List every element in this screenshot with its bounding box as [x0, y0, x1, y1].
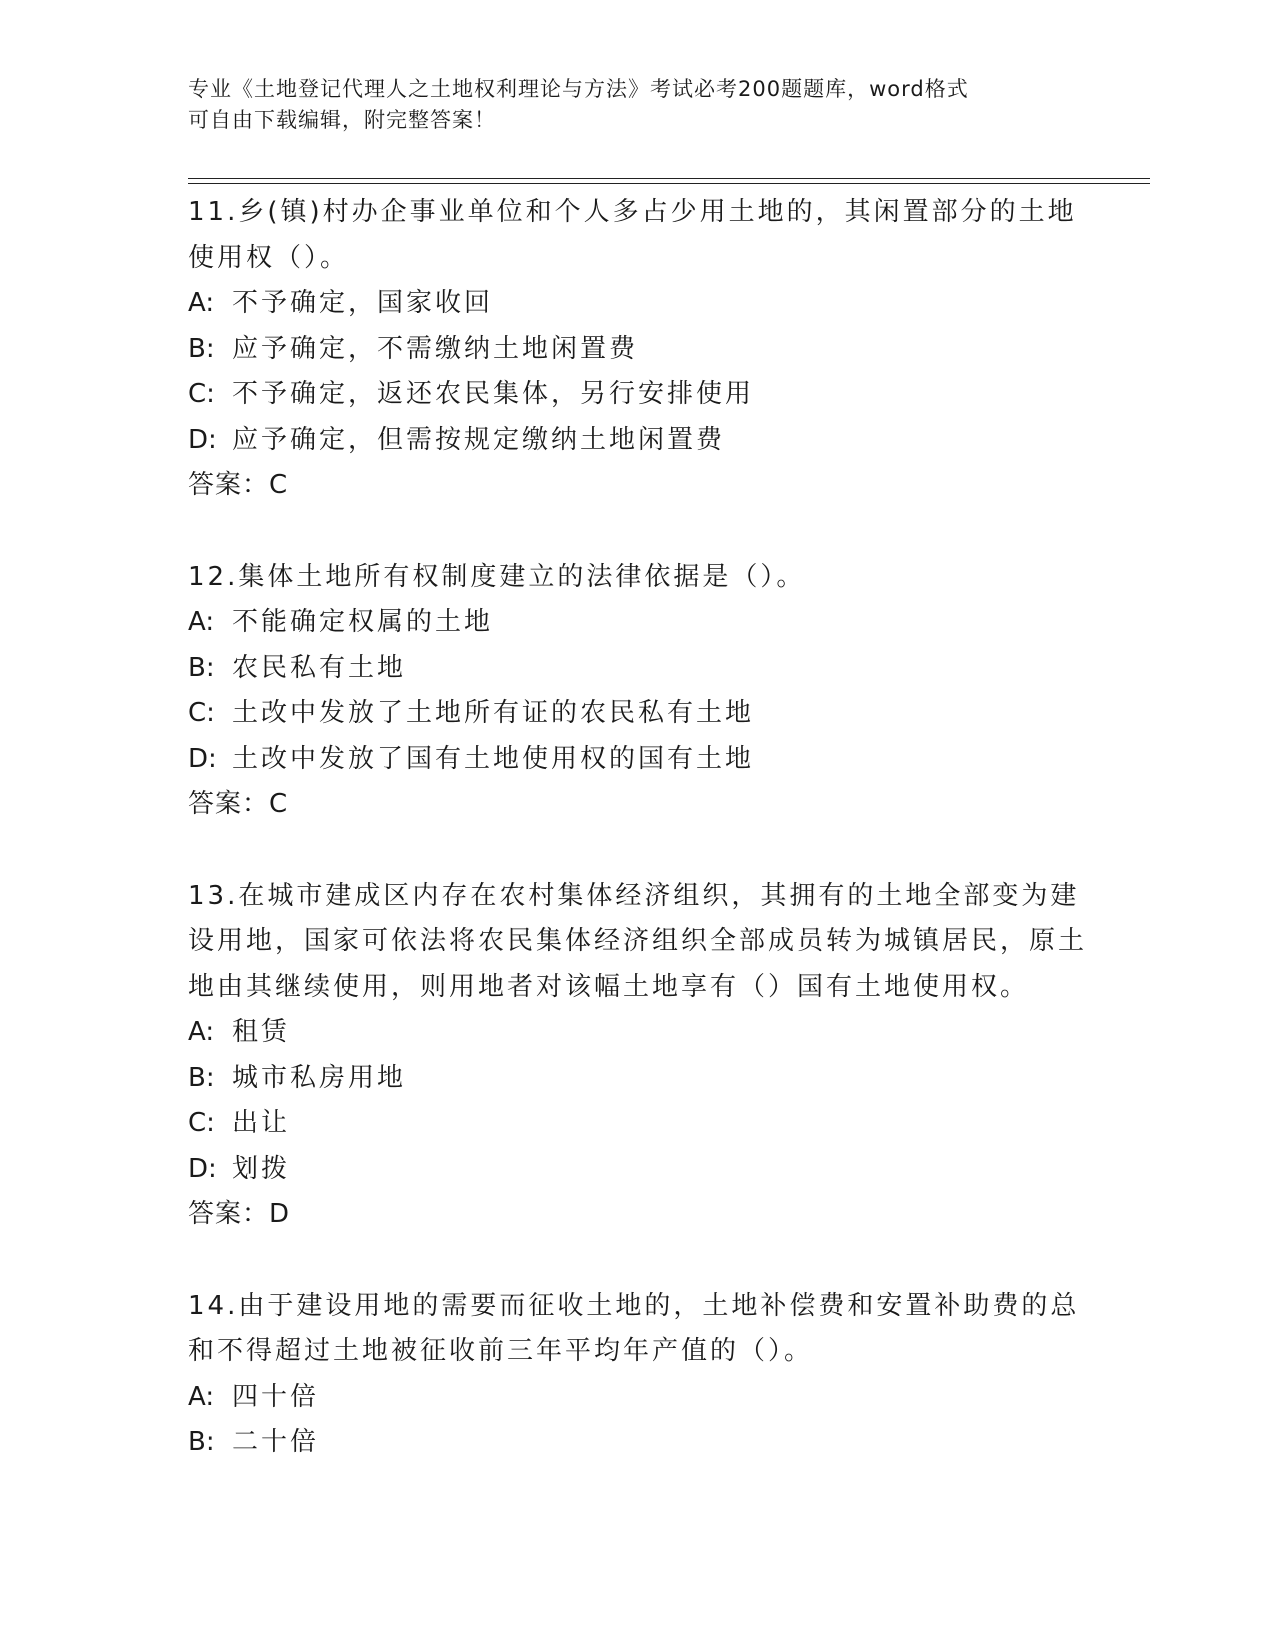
question-text: 14.由于建设用地的需要而征收土地的，土地补偿费和安置补助费的总和不得超过土地被征收前三年平均年产值的（）。	[188, 1290, 1080, 1366]
option-letter: B:	[188, 1062, 215, 1093]
option-text: 不予确定，国家收回	[232, 288, 494, 318]
answer-value: C	[269, 470, 289, 500]
option-b	[188, 1420, 1088, 1466]
question-14	[188, 1284, 1088, 1466]
option-text: 二十倍	[232, 1427, 320, 1457]
option-letter: A:	[188, 607, 215, 637]
answer-value: D	[269, 1199, 291, 1229]
option-d	[188, 737, 1088, 783]
option-text: 租赁	[232, 1017, 291, 1047]
option-c	[188, 372, 1088, 418]
document-header	[188, 74, 1068, 136]
header-divider-bottom	[188, 183, 1150, 184]
question-12	[188, 555, 1088, 828]
answer-label: 答案：	[188, 470, 270, 500]
option-letter: C:	[188, 1108, 215, 1138]
option-letter: C:	[188, 698, 215, 728]
option-letter: D:	[188, 1153, 217, 1184]
option-letter: D:	[188, 743, 217, 774]
option-text: 不予确定，返还农民集体，另行安排使用	[232, 379, 755, 409]
option-text: 城市私房用地	[232, 1062, 407, 1093]
question-text: 13.在城市建成区内存在农村集体经济组织，其拥有的土地全部变为建设用地，国家可依法将农民集体经济组织全部成员转为城镇居民，原土地由其继续使用，则用地者对该幅土地享有（）国有土地使用权。	[188, 880, 1088, 1002]
option-letter: B:	[188, 333, 215, 364]
answer-line	[188, 782, 1088, 828]
option-d	[188, 418, 1088, 464]
option-text: 农民私有土地	[232, 652, 407, 683]
option-letter: A:	[188, 1381, 215, 1412]
option-b	[188, 646, 1088, 692]
header-line-2: 可自由下载编辑，附完整答案！	[188, 108, 496, 132]
option-text: 土改中发放了国有土地使用权的国有土地	[232, 743, 755, 774]
question-text: 12.集体土地所有权制度建立的法律依据是（）。	[188, 561, 806, 592]
option-a	[188, 281, 1088, 327]
question-11	[188, 190, 1088, 509]
option-a	[188, 1375, 1088, 1421]
option-letter: D:	[188, 424, 217, 455]
option-c	[188, 691, 1088, 737]
option-letter: B:	[188, 652, 215, 683]
option-text: 土改中发放了土地所有证的农民私有土地	[232, 698, 755, 728]
header-line-1: 专业《土地登记代理人之土地权利理论与方法》考试必考200题题库，word格式	[188, 77, 969, 101]
option-c	[188, 1101, 1088, 1147]
option-text: 应予确定，但需按规定缴纳土地闲置费	[232, 424, 726, 455]
question-text: 11.乡(镇)村办企事业单位和个人多占少用土地的，其闲置部分的土地使用权（）。	[188, 197, 1077, 273]
option-letter: B:	[188, 1427, 215, 1457]
option-letter: A:	[188, 288, 215, 318]
answer-label: 答案：	[188, 1199, 270, 1229]
question-list	[188, 190, 1088, 1512]
option-text: 应予确定，不需缴纳土地闲置费	[232, 333, 639, 364]
option-text: 划拨	[232, 1153, 291, 1184]
answer-value: C	[269, 789, 289, 819]
option-text: 不能确定权属的土地	[232, 607, 494, 637]
answer-line	[188, 1192, 1088, 1238]
option-letter: C:	[188, 379, 215, 409]
option-b	[188, 327, 1088, 373]
option-text: 四十倍	[232, 1381, 320, 1412]
answer-line	[188, 463, 1088, 509]
option-b	[188, 1056, 1088, 1102]
option-letter: A:	[188, 1017, 215, 1047]
option-a	[188, 1010, 1088, 1056]
option-d	[188, 1147, 1088, 1193]
option-a	[188, 600, 1088, 646]
header-divider-top	[188, 178, 1150, 179]
question-13	[188, 874, 1088, 1238]
option-text: 出让	[232, 1108, 291, 1138]
answer-label: 答案：	[188, 789, 270, 819]
